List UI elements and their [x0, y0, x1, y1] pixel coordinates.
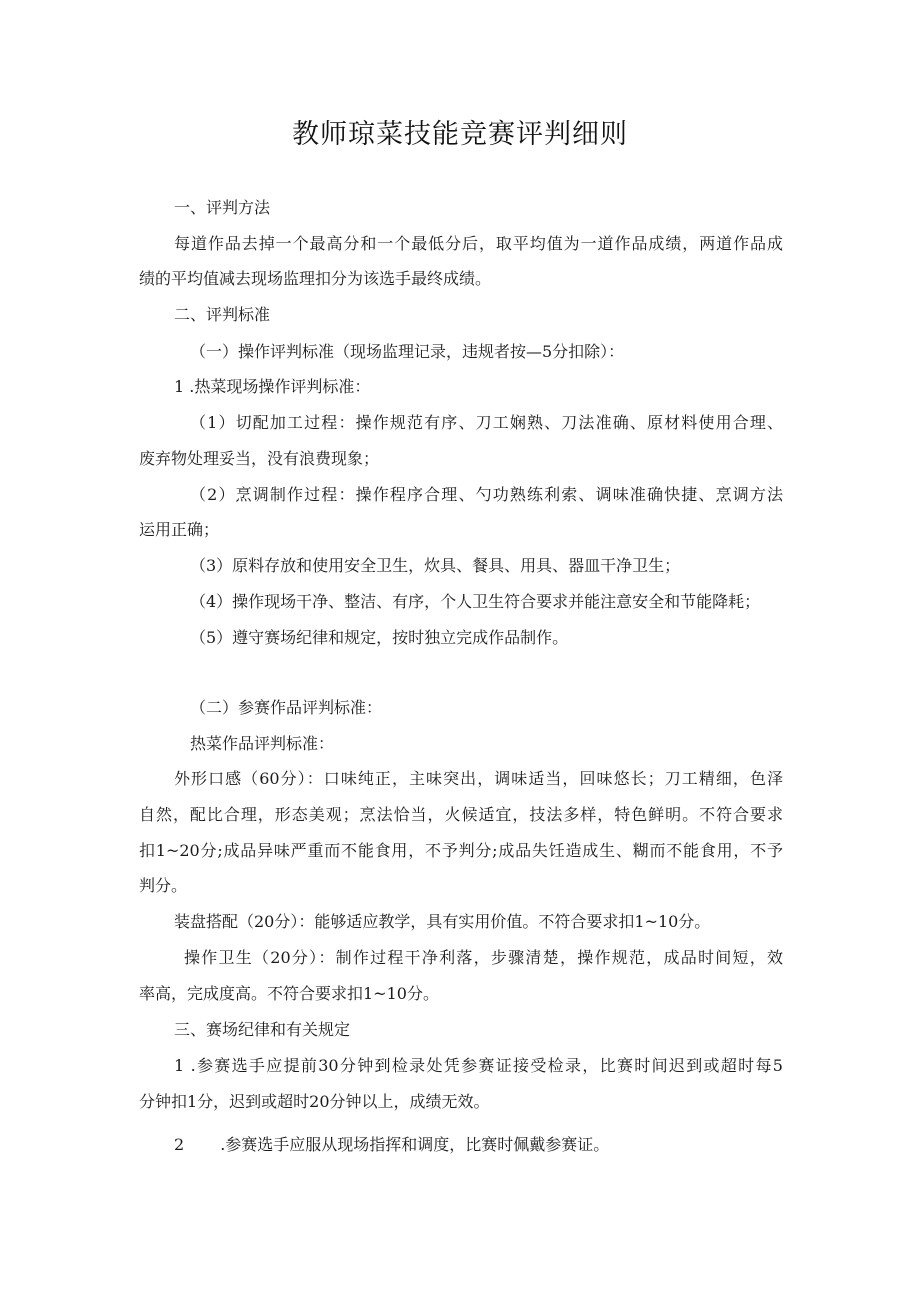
list-item-number: 2 — [174, 1135, 185, 1154]
paragraph-line: 废弃物处理妥当，没有浪费现象； — [139, 449, 380, 468]
paragraph-line: 扣1~20分;成品异味严重而不能食用，不予判分;成品失饪造成生、糊而不能食用，不予 — [139, 841, 783, 860]
paragraph-line: （2）烹调制作过程：操作程序合理、勺功熟练利索、调味准确快捷、烹调方法 — [190, 485, 783, 504]
paragraph-line: 每道作品去掉一个最高分和一个最低分后，取平均值为一道作品成绩，两道作品成 — [174, 234, 783, 253]
paragraph-line: 率高，完成度高。不符合要求扣1~10分。 — [139, 984, 439, 1003]
section-heading-judging-method: 一、评判方法 — [174, 198, 271, 217]
paragraph-line: （3）原料存放和使用安全卫生，炊具、餐具、用具、器皿干净卫生； — [190, 556, 681, 575]
list-item-2 — [174, 1134, 609, 1156]
paragraph-line: 运用正确； — [139, 520, 220, 539]
subsection-heading-operation: （一）操作评判标准（现场监理记录，违规者按—5分扣除）： — [190, 342, 625, 361]
paragraph-line: 自然，配比合理，形态美观；烹法恰当，火候适宜，技法多样，特色鲜明。不符合要求 — [139, 805, 783, 824]
paragraph-line: 操作卫生（20分）：制作过程干净利落，步骤清楚，操作规范，成品时间短，效 — [184, 948, 783, 967]
paragraph-line: 分钟扣1分，迟到或超时20分钟以上，成绩无效。 — [139, 1092, 490, 1111]
list-item-heading: 热菜作品评判标准： — [190, 734, 335, 753]
paragraph-line: 1 .参赛选手应提前30分钟到检录处凭参赛证接受检录，比赛时间迟到或超时每5 — [174, 1056, 783, 1075]
list-item-text: .参赛选手应服从现场指挥和调度，比赛时佩戴参赛证。 — [220, 1135, 610, 1154]
paragraph-line: 判分。 — [139, 876, 188, 895]
section-heading-rules: 三、赛场纪律和有关规定 — [174, 1020, 351, 1039]
subsection-heading-works: （二）参赛作品评判标准： — [190, 698, 383, 717]
section-heading-judging-standard: 二、评判标准 — [174, 305, 271, 324]
paragraph-line: （5）遵守赛场纪律和规定，按时独立完成作品制作。 — [190, 628, 569, 647]
paragraph-line: 装盘搭配（20分）：能够适应教学，具有实用价值。不符合要求扣1~10分。 — [174, 912, 711, 931]
paragraph-line: 外形口感（60分）：口味纯正，主味突出，调味适当，回味悠长；刀工精细，色泽 — [174, 769, 783, 788]
document-title: 教师琼菜技能竞赛评判细则 — [292, 119, 628, 150]
paragraph-line: （4）操作现场干净、整洁、有序，个人卫生符合要求并能注意安全和节能降耗； — [190, 592, 761, 611]
paragraph-line: （1）切配加工过程：操作规范有序、刀工娴熟、刀法准确、原材料使用合理、 — [190, 413, 783, 432]
paragraph-line: 绩的平均值减去现场监理扣分为该选手最终成绩。 — [139, 269, 492, 288]
list-item-heading: 1 .热菜现场操作评判标准： — [174, 377, 371, 396]
